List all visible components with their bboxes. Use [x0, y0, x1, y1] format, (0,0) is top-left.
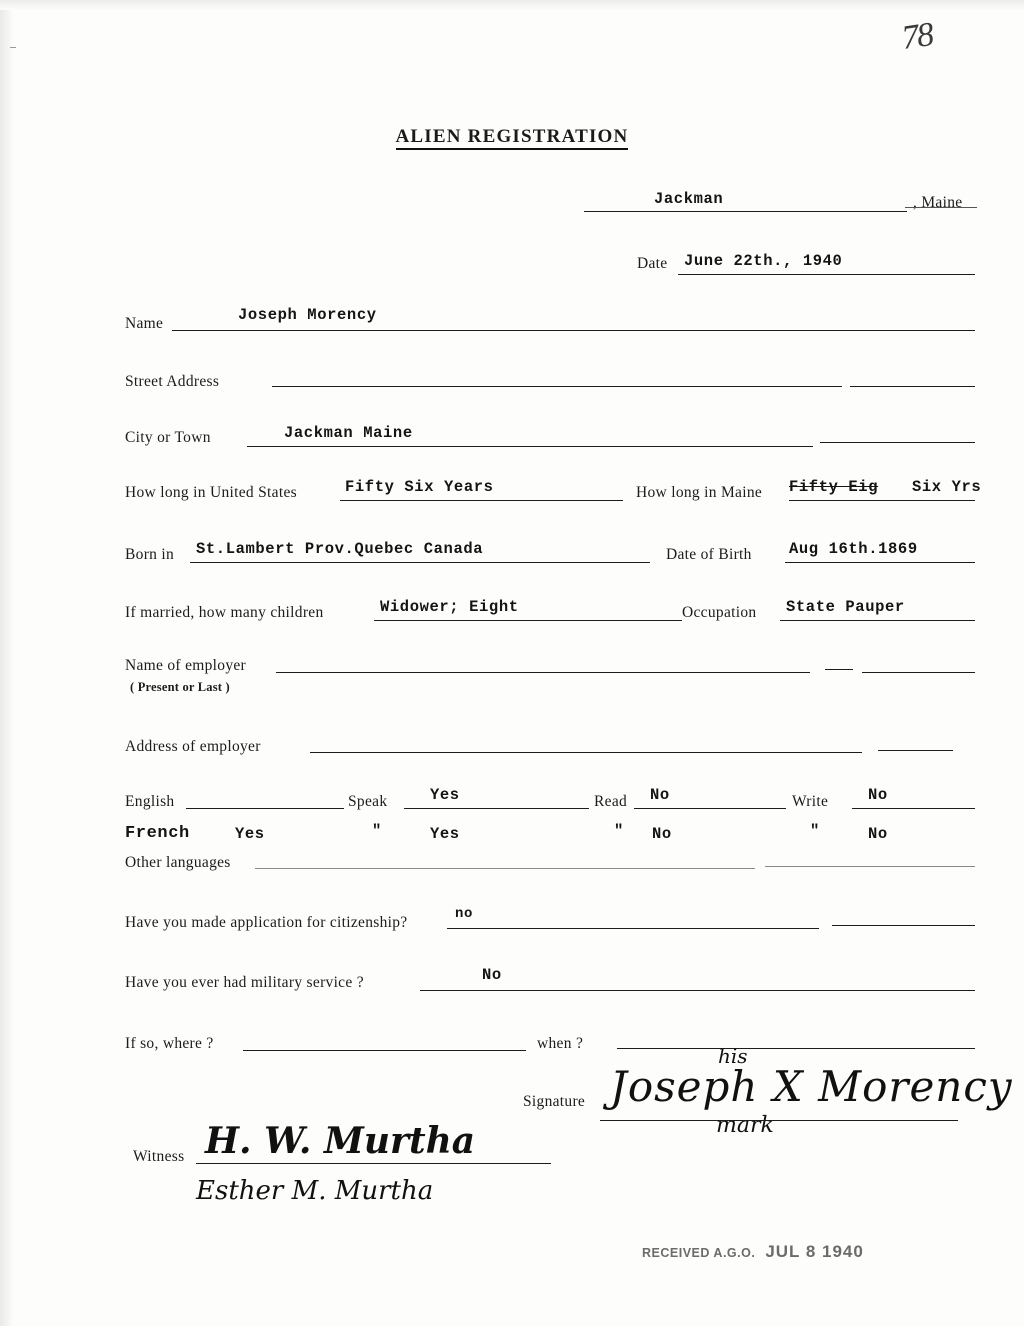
military-label: Have you ever had military service ?: [125, 974, 364, 991]
employer-rule: [276, 672, 810, 673]
employer-address-label: Address of employer: [125, 738, 261, 755]
signature-mark-top: his: [718, 1044, 748, 1068]
date-label: Date: [637, 255, 668, 272]
signature-rule: [600, 1120, 958, 1121]
french-ditto-3: ": [810, 822, 820, 840]
english-read-value: No: [650, 786, 670, 804]
english-write-value: No: [868, 786, 888, 804]
name-label: Name: [125, 315, 164, 332]
children-rule: [374, 620, 682, 621]
how-long-us-value: Fifty Six Years: [345, 478, 494, 496]
state-rule: [905, 207, 977, 208]
street-address-label: Street Address: [125, 373, 220, 390]
employer-rule-2: [825, 669, 853, 670]
town-rule: [584, 211, 907, 212]
military-where-label: If so, where ?: [125, 1035, 214, 1052]
city-rule: [247, 446, 813, 447]
scan-edge-top: [0, 0, 1024, 10]
english-write-rule: [852, 808, 975, 809]
french-ditto-2: ": [614, 822, 624, 840]
signature-label: Signature: [523, 1093, 586, 1110]
english-speak-rule: [404, 808, 589, 809]
employer-label: Name of employer: [125, 657, 247, 674]
born-in-value: St.Lambert Prov.Quebec Canada: [196, 540, 484, 558]
how-long-maine-label: How long in Maine: [636, 484, 763, 501]
read-label: Read: [594, 793, 628, 810]
city-value: Jackman Maine: [284, 424, 413, 442]
scan-edge-left: [0, 0, 14, 1326]
military-where-rule: [243, 1050, 526, 1051]
how-long-maine-value-struck: Fifty Eig: [789, 478, 879, 496]
military-when-rule: [617, 1048, 975, 1049]
date-of-birth-rule: [785, 562, 975, 563]
street-address-rule: [272, 386, 842, 387]
children-value: Widower; Eight: [380, 598, 519, 616]
french-known-value: Yes: [235, 825, 265, 843]
other-languages-label: Other languages: [125, 854, 231, 871]
english-label: English: [125, 793, 175, 810]
signature-value: Joseph X Morency: [610, 1062, 1013, 1111]
english-rule: [186, 808, 344, 809]
witness-label: Witness: [133, 1148, 185, 1165]
city-rule-2: [820, 442, 975, 443]
born-in-rule: [190, 562, 650, 563]
page-title-text: ALIEN REGISTRATION: [396, 126, 629, 150]
street-address-rule-2: [850, 386, 975, 387]
witness-value: H. W. Murtha: [205, 1120, 476, 1162]
born-in-label: Born in: [125, 546, 175, 563]
occupation-rule: [780, 620, 975, 621]
french-label: French: [125, 824, 190, 843]
english-read-rule: [634, 808, 786, 809]
city-label: City or Town: [125, 429, 211, 446]
date-value: June 22th., 1940: [684, 252, 843, 270]
town-value: Jackman: [654, 190, 724, 208]
signature-mark-bottom: mark: [716, 1113, 774, 1138]
witness-second-value: Esther M. Murtha: [196, 1176, 434, 1206]
citizenship-value: no: [455, 906, 474, 922]
french-speak-value: Yes: [430, 825, 460, 843]
date-rule: [678, 274, 975, 275]
occupation-value: State Pauper: [786, 598, 905, 616]
french-write-value: No: [868, 825, 888, 843]
french-read-value: No: [652, 825, 672, 843]
name-rule: [172, 330, 975, 331]
how-long-maine-value: Six Yrs: [912, 478, 982, 496]
citizenship-rule-2: [832, 925, 975, 926]
citizenship-rule: [447, 928, 819, 929]
citizenship-label: Have you made application for citizenship?: [125, 914, 408, 931]
employer-rule-3: [862, 672, 975, 673]
employer-address-rule: [310, 752, 862, 753]
french-ditto-1: ": [372, 822, 382, 840]
military-value: No: [482, 966, 502, 984]
how-long-us-label: How long in United States: [125, 484, 297, 501]
employer-address-rule-2: [878, 750, 953, 751]
how-long-maine-rule: [789, 500, 975, 501]
write-label: Write: [792, 793, 829, 810]
military-rule: [420, 990, 975, 991]
military-when-label: when ?: [537, 1035, 584, 1052]
speak-label: Speak: [348, 793, 388, 810]
received-stamp-date: JUL 8 1940: [765, 1242, 864, 1261]
scan-tick-mark: [10, 47, 16, 48]
children-label: If married, how many children: [125, 604, 324, 621]
state-suffix: , Maine: [913, 194, 963, 211]
occupation-label: Occupation: [682, 604, 757, 621]
page-number: 78: [899, 16, 935, 57]
witness-rule: [196, 1163, 551, 1164]
name-value: Joseph Morency: [238, 306, 377, 324]
english-speak-value: Yes: [430, 786, 460, 804]
other-languages-rule-2: [765, 866, 975, 867]
employer-sublabel: ( Present or Last ): [130, 680, 230, 694]
date-of-birth-value: Aug 16th.1869: [789, 540, 918, 558]
received-stamp-agency: RECEIVED A.G.O.: [642, 1246, 756, 1260]
date-of-birth-label: Date of Birth: [666, 546, 752, 563]
how-long-us-rule: [340, 500, 623, 501]
received-stamp: [642, 1242, 864, 1262]
other-languages-rule: [255, 868, 755, 869]
page-title: [0, 126, 1024, 148]
